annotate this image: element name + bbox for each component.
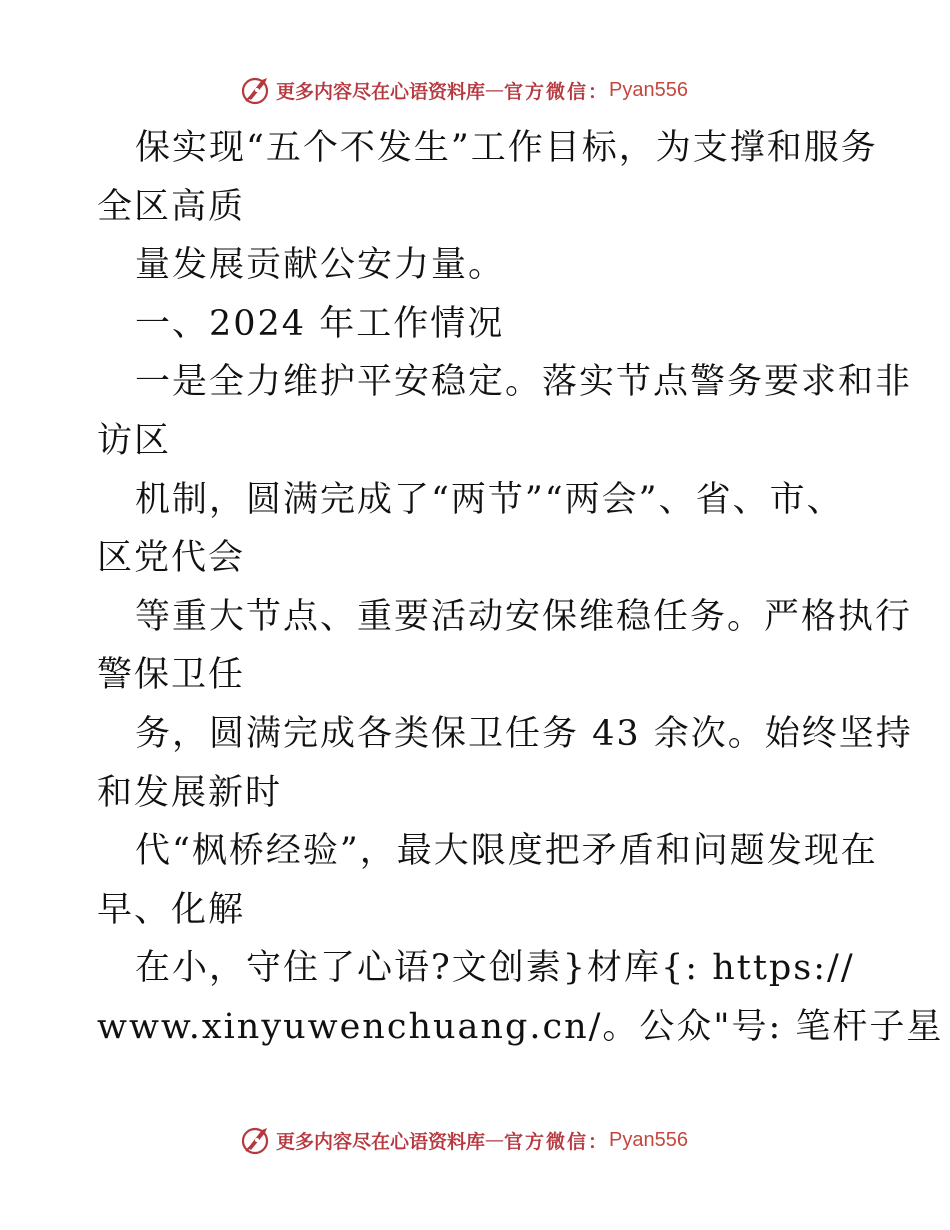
footer-banner — [0, 1120, 950, 1160]
text-line: 量发展贡献公安力量。 — [135, 245, 506, 286]
banner-contact-label: 官方微信： — [504, 1130, 610, 1153]
banner-contact-label: 官方微信： — [504, 80, 610, 103]
banner-contact-id: Pyan556 — [609, 1128, 688, 1151]
text-line: 务，圆满完成各类保卫任务 43 余次。始终坚持 — [135, 713, 913, 754]
text-line: www.xinyuwenchuang.cn/。公众"号: 笔杆子星 — [97, 1006, 944, 1047]
text-line: 区党代会 — [97, 538, 246, 579]
banner-contact-id: Pyan556 — [609, 78, 688, 101]
quill-pen-logo-icon — [240, 74, 272, 106]
text-line: 警保卫任 — [97, 655, 246, 696]
text-line: 代“枫桥经验”，最大限度把矛盾和问题发现在 — [135, 831, 878, 872]
text-line: 早、化解 — [97, 889, 246, 930]
banner-separator: — — [485, 1129, 505, 1151]
text-line: 访区 — [97, 420, 172, 461]
section-heading: 一、2024 年工作情况 — [135, 303, 505, 344]
text-line: 机制，圆满完成了“两节”“两会”、省、市、 — [135, 479, 844, 520]
document-body — [97, 119, 944, 1057]
text-line: 在小，守住了心语?文创素}材库{: https:// — [135, 948, 855, 989]
header-banner — [0, 70, 950, 110]
quill-pen-logo-icon — [240, 1124, 272, 1156]
banner-main-text: 更多内容尽在心语资料库 — [276, 80, 486, 103]
banner-main-text: 更多内容尽在心语资料库 — [276, 1130, 486, 1153]
text-line: 等重大节点、重要活动安保维稳任务。严格执行 — [135, 596, 913, 637]
text-line: 和发展新时 — [97, 772, 283, 813]
text-line: 保实现“五个不发生”工作目标，为支撑和服务 — [135, 128, 878, 168]
text-line: 全区高质 — [97, 186, 246, 227]
banner-separator: — — [485, 79, 505, 101]
text-line: 一是全力维护平安稳定。落实节点警务要求和非 — [135, 362, 913, 403]
